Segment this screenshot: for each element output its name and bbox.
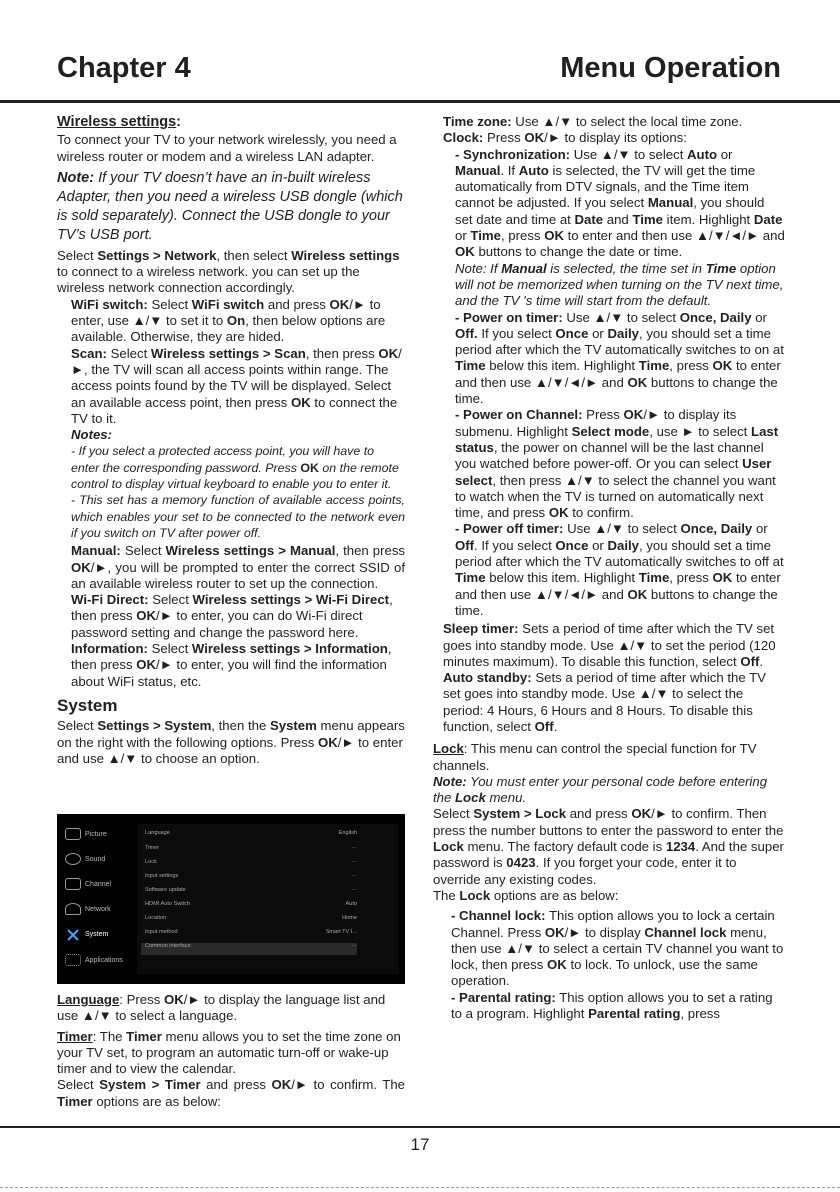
menu-row-lock: Lock ··· xyxy=(145,859,357,865)
crop-line xyxy=(0,1187,840,1188)
applications-icon xyxy=(65,954,81,966)
channel-lock-item: - Channel lock: This option allows you to lock a certain Channel. Press OK/► to display Channel lock menu, then use ▲/▼ to select a certain TV channel you want to lock, then press OK to lock. To unlock, use the same operation. xyxy=(451,908,784,989)
chapter-title: Chapter 4 xyxy=(57,52,191,84)
left-column-lower xyxy=(57,992,405,1110)
wifi-switch-item: WiFi switch: Select WiFi switch and press OK/► to enter, use ▲/▼ to set it to On, then below options are available. Otherwise, they are hided. xyxy=(71,296,386,345)
lock-heading: Lock: This menu can control the special function for TV channels. xyxy=(433,741,757,773)
sidebar-item-applications: Applications xyxy=(65,954,123,966)
lock-note: Note: You must enter your personal code before entering the Lock menu. xyxy=(433,773,768,806)
auto-standby-item: Auto standby: Sets a period of time after which the TV set goes into standby mode. Use ▲/▼ to select the period: 4 Hours, 6 Hours and 8 Hours. To disable this function, select Off. xyxy=(443,670,766,734)
footer-rule xyxy=(0,1126,840,1128)
menu-row-input-method: Input method Smart TV I... xyxy=(145,929,357,935)
manual-item: Manual: Select Wireless settings > Manual, then press OK/►, you will be prompted to enter the correct SSID of an available wireless router to set up the connection. xyxy=(71,543,406,591)
system-heading: System xyxy=(57,695,118,715)
system-submenu xyxy=(137,824,399,974)
menu-row-timer: Timer ··· xyxy=(145,845,357,851)
manual-time-note: Note: If Manual is selected, the time set in Time option will not be memorized when turning on the TV next time, and the TV 's time will start from the default. xyxy=(455,260,784,309)
timer-item: Timer: The Timer menu allows you to set the time zone on your TV set, to program an automatic turn-off or wake-up timer and to view the calendar. xyxy=(57,1028,401,1077)
timer-options xyxy=(433,114,785,735)
sidebar-item-picture: Picture xyxy=(65,828,107,840)
note-2: - This set has a memory function of available access points, which enables your set to be connected to the network even if you switch on TV after power off. xyxy=(71,493,405,540)
menu-row-hdmi-auto-switch: HDMI Auto Switch Auto xyxy=(145,901,357,907)
wifi-direct-item: Wi-Fi Direct: Select Wireless settings > Wi-Fi Direct, then press OK/► to enter, you can do Wi-Fi direct password setting and change the password here. xyxy=(71,592,393,640)
section-title: Menu Operation xyxy=(560,52,781,84)
system-icon xyxy=(65,928,81,940)
page-header xyxy=(0,0,840,104)
synchronization-item: - Synchronization: Use ▲/▼ to select Auto or Manual. If Auto is selected, the TV will get the time automatically from DTV signals, and the Time item cannot be adjusted. If you select Manual, you should set date and time at Date and Time item. Highlight Date or Time, press OK to enter and then use ▲/▼/◄/► and OK buttons to change the date or time. xyxy=(455,146,785,260)
lock-select: Select System > Lock and press OK/► to confirm. Then press the number buttons to enter the password to enter the Lock menu. The factory default code is 1234. And the super password is 0423. If you forget your code, enter it to override any existing codes. xyxy=(433,806,784,887)
right-column xyxy=(433,114,785,1022)
sidebar-item-channel: Channel xyxy=(65,878,111,890)
notes-label: Notes: xyxy=(71,427,113,443)
sidebar-item-network: Network xyxy=(65,903,111,915)
clock-item: Clock: Press OK/► to display its options: xyxy=(443,130,687,146)
wireless-heading: Wireless settings: xyxy=(57,114,181,130)
information-item: Information: Select Wireless settings > Information, then press OK/► to enter, you will find the information about WiFi status, etc. xyxy=(71,641,392,689)
left-column xyxy=(57,114,405,767)
lock-options-intro: The Lock options are as below: xyxy=(433,887,619,903)
wireless-intro: To connect your TV to your network wirelessly, you need a wireless router or modem and a wireless LAN adapter. xyxy=(57,132,397,164)
sound-icon xyxy=(65,853,81,865)
clock-options xyxy=(443,147,785,620)
time-zone-item: Time zone: Use ▲/▼ to select the local time zone. xyxy=(443,114,743,129)
language-item: Language: Press OK/► to display the language list and use ▲/▼ to select a language. xyxy=(57,992,386,1024)
system-intro: Select Settings > System, then the System menu appears on the right with the following options. Press OK/► to enter and use ▲/▼ to choose an option. xyxy=(57,718,405,766)
wireless-options xyxy=(57,297,405,690)
header-rule xyxy=(0,100,840,103)
menu-row-language: Language English xyxy=(145,830,357,836)
sidebar-item-sound: Sound xyxy=(65,853,105,865)
timer-select: Select System > Timer and press OK/► to confirm. The Timer options are as below: xyxy=(57,1077,405,1109)
wireless-note: Note: If your TV doesn’t have an in-built wireless Adapter, then you need a wireless USB dongle (which is sold separately). Connect the USB dongle to your TV’s USB port. xyxy=(57,169,403,243)
wireless-select-text: Select Settings > Network, then select Wireless settings to connect to a wireless network. you can set up the wireless network connection accordingly. xyxy=(57,247,400,296)
settings-sidebar xyxy=(57,814,135,984)
picture-icon xyxy=(65,828,81,840)
menu-row-input-settings: Input settings ··· xyxy=(145,873,357,879)
system-menu-screenshot xyxy=(57,814,405,984)
menu-row-location: Location Home xyxy=(145,915,357,921)
network-icon xyxy=(65,903,81,915)
lock-options xyxy=(433,908,785,1022)
parental-rating-item: - Parental rating: This option allows you to set a rating to a program. Highlight Parental rating, press xyxy=(451,989,773,1022)
menu-row-software-update: Software update ··· xyxy=(145,887,357,893)
sleep-timer-item: Sleep timer: Sets a period of time after which the TV set goes into standby mode. Use ▲/▼ to set the period (120 minutes maximum). To disable this function, select Off. xyxy=(443,621,776,669)
power-off-timer-item: - Power off timer: Use ▲/▼ to select Once, Daily or Off. If you select Once or Daily, you should set a time period after which the TV automatically switches to off at Time below this item. Highlight Time, press OK to enter and then use ▲/▼/◄/► and OK buttons to change the time. xyxy=(455,521,784,618)
channel-icon xyxy=(65,878,81,890)
sidebar-item-system: System xyxy=(65,928,108,940)
page-number: 17 xyxy=(410,1135,430,1154)
power-on-channel-item: - Power on Channel: Press OK/► to display its submenu. Highlight Select mode, use ► to select Last status, the power on channel will be the last channel you watched before power-off. Or you can select User select, then press ▲/▼ to select the channel you want to watch when the TV is turned on automatically next time, and press OK to confirm. xyxy=(455,407,779,521)
menu-row-common-interface: Common interface ··· xyxy=(141,943,357,955)
note-1: - If you select a protected access point, you will have to enter the corresponding password. Press OK on the remote control to display virtual keyboard to enable you to enter it. xyxy=(71,444,399,492)
scan-item: Scan: Select Wireless settings > Scan, then press OK/►, the TV will scan all access points within range. The access points found by the TV will be displayed. Select an available access point, then press OK to connect the TV to it. xyxy=(71,345,402,426)
power-on-timer-item: - Power on timer: Use ▲/▼ to select Once, Daily or Off. If you select Once or Daily, you should set a time period after which the TV automatically switches to on at Time below this item. Highlight Time, press OK to enter and then use ▲/▼/◄/► and OK buttons to change the time. xyxy=(455,309,784,407)
